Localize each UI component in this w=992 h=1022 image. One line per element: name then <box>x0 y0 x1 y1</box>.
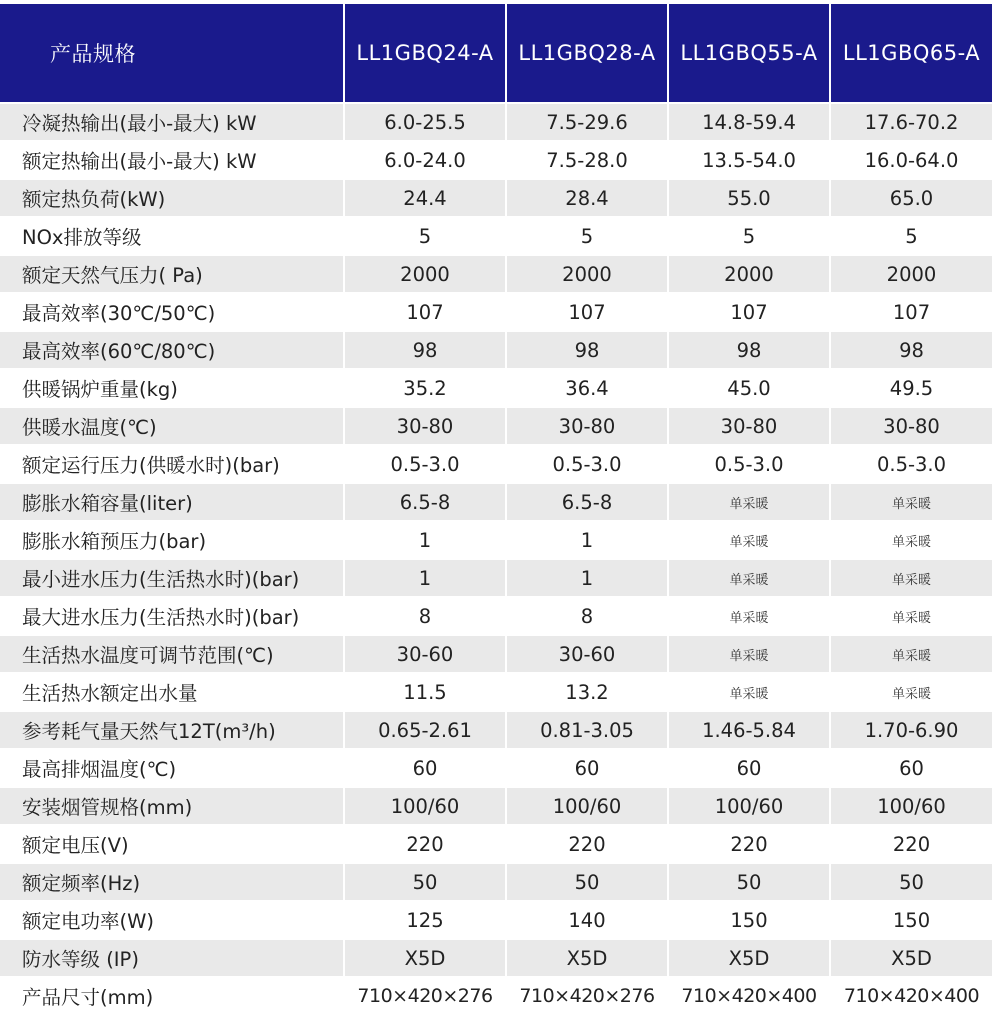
table-row <box>0 749 992 787</box>
value-cell: 11.5 <box>344 673 506 711</box>
header-row <box>0 4 992 103</box>
value-cell: 8 <box>344 597 506 635</box>
value-cell: 0.65-2.61 <box>344 711 506 749</box>
value-cell: 710×420×400 <box>830 977 992 1014</box>
value-cell: 100/60 <box>506 787 668 825</box>
table-row <box>0 369 992 407</box>
value-cell: 单采暖 <box>668 559 830 597</box>
value-cell: 单采暖 <box>668 673 830 711</box>
value-cell: 5 <box>668 217 830 255</box>
row-label: 供暖锅炉重量(kg) <box>0 369 344 407</box>
value-cell: 13.2 <box>506 673 668 711</box>
table-row <box>0 939 992 977</box>
value-cell: 6.5-8 <box>506 483 668 521</box>
value-cell: 1.70-6.90 <box>830 711 992 749</box>
value-cell: 单采暖 <box>830 635 992 673</box>
row-label: 防水等级 (IP) <box>0 939 344 977</box>
value-cell: 2000 <box>830 255 992 293</box>
value-cell: X5D <box>830 939 992 977</box>
value-cell: 0.5-3.0 <box>506 445 668 483</box>
row-label: 额定热负荷(kW) <box>0 179 344 217</box>
table-row <box>0 711 992 749</box>
value-cell: X5D <box>344 939 506 977</box>
value-cell: 100/60 <box>668 787 830 825</box>
table-row <box>0 863 992 901</box>
header-model-2: LL1GBQ28-A <box>506 4 668 103</box>
row-label: 额定电功率(W) <box>0 901 344 939</box>
table-row <box>0 673 992 711</box>
table-row <box>0 483 992 521</box>
value-cell: 1.46-5.84 <box>668 711 830 749</box>
row-label: 额定频率(Hz) <box>0 863 344 901</box>
value-cell: 单采暖 <box>668 483 830 521</box>
value-cell: 30-80 <box>344 407 506 445</box>
row-label: 冷凝热输出(最小-最大) kW <box>0 103 344 141</box>
value-cell: 8 <box>506 597 668 635</box>
value-cell: 5 <box>344 217 506 255</box>
value-cell: 2000 <box>668 255 830 293</box>
value-cell: 13.5-54.0 <box>668 141 830 179</box>
table-row <box>0 635 992 673</box>
table-header <box>0 4 992 103</box>
value-cell: 单采暖 <box>830 521 992 559</box>
row-label: 最高效率(60℃/80℃) <box>0 331 344 369</box>
row-label: 额定天然气压力( Pa) <box>0 255 344 293</box>
value-cell: 65.0 <box>830 179 992 217</box>
row-label: 最高排烟温度(℃) <box>0 749 344 787</box>
table-row <box>0 901 992 939</box>
value-cell: 6.0-25.5 <box>344 103 506 141</box>
table-row <box>0 103 992 141</box>
spec-table <box>0 4 992 1014</box>
row-label: 额定电压(V) <box>0 825 344 863</box>
row-label: 安装烟管规格(mm) <box>0 787 344 825</box>
table-row <box>0 597 992 635</box>
header-spec-name: 产品规格 <box>0 4 344 103</box>
table-row <box>0 787 992 825</box>
row-label: NOx排放等级 <box>0 217 344 255</box>
value-cell: 98 <box>830 331 992 369</box>
value-cell: 5 <box>830 217 992 255</box>
value-cell: 30-60 <box>344 635 506 673</box>
value-cell: 30-80 <box>668 407 830 445</box>
table-row <box>0 559 992 597</box>
value-cell: 150 <box>830 901 992 939</box>
value-cell: 60 <box>344 749 506 787</box>
table-row <box>0 255 992 293</box>
value-cell: 0.5-3.0 <box>668 445 830 483</box>
row-label: 最小进水压力(生活热水时)(bar) <box>0 559 344 597</box>
row-label: 膨胀水箱容量(liter) <box>0 483 344 521</box>
value-cell: 98 <box>668 331 830 369</box>
row-label: 最高效率(30℃/50℃) <box>0 293 344 331</box>
value-cell: 单采暖 <box>830 483 992 521</box>
row-label: 生活热水额定出水量 <box>0 673 344 711</box>
value-cell: 6.5-8 <box>344 483 506 521</box>
value-cell: 2000 <box>506 255 668 293</box>
value-cell: 16.0-64.0 <box>830 141 992 179</box>
value-cell: 单采暖 <box>830 559 992 597</box>
value-cell: 单采暖 <box>830 673 992 711</box>
table-row <box>0 825 992 863</box>
value-cell: 24.4 <box>344 179 506 217</box>
value-cell: 60 <box>830 749 992 787</box>
value-cell: 107 <box>668 293 830 331</box>
value-cell: 55.0 <box>668 179 830 217</box>
table-row <box>0 179 992 217</box>
table-row <box>0 217 992 255</box>
value-cell: 7.5-28.0 <box>506 141 668 179</box>
value-cell: 125 <box>344 901 506 939</box>
value-cell: 36.4 <box>506 369 668 407</box>
value-cell: 140 <box>506 901 668 939</box>
value-cell: 28.4 <box>506 179 668 217</box>
table-row <box>0 977 992 1014</box>
value-cell: 5 <box>506 217 668 255</box>
value-cell: 60 <box>506 749 668 787</box>
value-cell: 100/60 <box>830 787 992 825</box>
value-cell: 7.5-29.6 <box>506 103 668 141</box>
value-cell: 107 <box>344 293 506 331</box>
value-cell: 2000 <box>344 255 506 293</box>
value-cell: 1 <box>506 559 668 597</box>
value-cell: 60 <box>668 749 830 787</box>
value-cell: 220 <box>830 825 992 863</box>
value-cell: 107 <box>830 293 992 331</box>
value-cell: 1 <box>344 521 506 559</box>
row-label: 供暖水温度(℃) <box>0 407 344 445</box>
value-cell: 45.0 <box>668 369 830 407</box>
value-cell: 50 <box>344 863 506 901</box>
value-cell: 98 <box>344 331 506 369</box>
value-cell: 30-80 <box>506 407 668 445</box>
header-model-1: LL1GBQ24-A <box>344 4 506 103</box>
value-cell: 0.5-3.0 <box>344 445 506 483</box>
value-cell: 单采暖 <box>668 521 830 559</box>
row-label: 膨胀水箱预压力(bar) <box>0 521 344 559</box>
value-cell: 220 <box>668 825 830 863</box>
header-model-3: LL1GBQ55-A <box>668 4 830 103</box>
value-cell: 710×420×400 <box>668 977 830 1014</box>
row-label: 额定热输出(最小-最大) kW <box>0 141 344 179</box>
value-cell: 710×420×276 <box>344 977 506 1014</box>
value-cell: 107 <box>506 293 668 331</box>
header-model-4: LL1GBQ65-A <box>830 4 992 103</box>
table-row <box>0 407 992 445</box>
value-cell: 220 <box>506 825 668 863</box>
table-row <box>0 331 992 369</box>
value-cell: 17.6-70.2 <box>830 103 992 141</box>
value-cell: 50 <box>668 863 830 901</box>
value-cell: 30-60 <box>506 635 668 673</box>
table-body <box>0 103 992 1014</box>
table-row <box>0 521 992 559</box>
value-cell: 98 <box>506 331 668 369</box>
value-cell: 220 <box>344 825 506 863</box>
value-cell: 0.81-3.05 <box>506 711 668 749</box>
value-cell: 50 <box>506 863 668 901</box>
value-cell: 100/60 <box>344 787 506 825</box>
value-cell: 6.0-24.0 <box>344 141 506 179</box>
row-label: 额定运行压力(供暖水时)(bar) <box>0 445 344 483</box>
value-cell: 单采暖 <box>668 597 830 635</box>
value-cell: 50 <box>830 863 992 901</box>
value-cell: 1 <box>506 521 668 559</box>
row-label: 产品尺寸(mm) <box>0 977 344 1014</box>
value-cell: 1 <box>344 559 506 597</box>
row-label: 最大进水压力(生活热水时)(bar) <box>0 597 344 635</box>
table-row <box>0 141 992 179</box>
value-cell: 150 <box>668 901 830 939</box>
value-cell: X5D <box>668 939 830 977</box>
value-cell: 30-80 <box>830 407 992 445</box>
value-cell: 49.5 <box>830 369 992 407</box>
value-cell: 单采暖 <box>668 635 830 673</box>
row-label: 参考耗气量天然气12T(m³/h) <box>0 711 344 749</box>
table-row <box>0 293 992 331</box>
value-cell: 35.2 <box>344 369 506 407</box>
value-cell: 710×420×276 <box>506 977 668 1014</box>
value-cell: 14.8-59.4 <box>668 103 830 141</box>
value-cell: 单采暖 <box>830 597 992 635</box>
value-cell: 0.5-3.0 <box>830 445 992 483</box>
table-row <box>0 445 992 483</box>
row-label: 生活热水温度可调节范围(℃) <box>0 635 344 673</box>
value-cell: X5D <box>506 939 668 977</box>
